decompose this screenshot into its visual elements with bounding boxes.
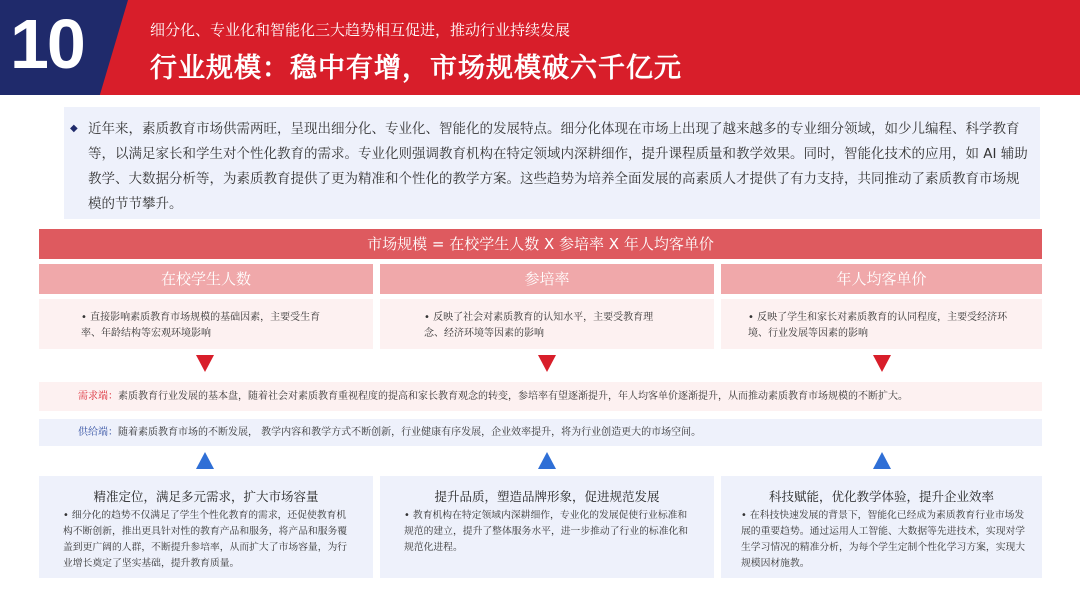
arrow-down-icon [538, 355, 556, 372]
arrow-up-icon [538, 452, 556, 469]
supply-row [39, 419, 1042, 446]
column-body-students: • 直接影响素质教育市场规模的基础因素，主要受生育率、年龄结构等宏观环境影响 [39, 299, 373, 349]
column-head-participation: 参培率 [380, 264, 714, 294]
bottom-card-intelligence: 科技赋能，优化教学体验，提升企业效率 • 在科技快速发展的背景下，智能化已经成为素质教育行业市场发展的重要趋势。通过运用人工智能、大数据等先进技术，实现对学生学习情况的精准分析，为每个学生定制个性化学习方案，实现大规模因材施教。 [721, 476, 1042, 578]
bottom-card-title: 精准定位，满足多元需求，扩大市场容量 [93, 489, 319, 504]
arrow-down-icon [873, 355, 891, 372]
column-head-students: 在校学生人数 [39, 264, 373, 294]
page-title: 行业规模：稳中有增，市场规模破六千亿元 [150, 53, 682, 84]
bottom-card-text: 教育机构在特定领域内深耕细作，专业化的发展促使行业标准和规范的建立，提升了整体服务水平，进一步推动了行业的标准化和规范化进程。 [404, 510, 689, 553]
bottom-card-text: 细分化的趋势不仅满足了学生个性化教育的需求，还促使教育机构不断创新，推出更具针对性的教育产品和服务，将产品和服务覆盖到更广阔的人群，不断提升参培率，从而扩大了市场容量，为行业增长奠定了坚实基础，提升教育质量。 [63, 510, 348, 569]
arrow-up-icon [873, 452, 891, 469]
column-head-price: 年人均客单价 [721, 264, 1042, 294]
column-text: 反映了学生和家长对素质教育的认同程度，主要受经济环境、行业发展等因素的影响 [748, 312, 1008, 339]
bottom-card-specialization: 提升品质，塑造品牌形象，促进规范发展 • 教育机构在特定领域内深耕细作，专业化的发展促使行业标准和规范的建立，提升了整体服务水平，进一步推动了行业的标准化和规范化进程。 [380, 476, 714, 578]
page-subtitle: 细分化、专业化和智能化三大趋势相互促进，推动行业持续发展 [150, 21, 571, 39]
bottom-card-title: 科技赋能，优化教学体验，提升企业效率 [768, 489, 994, 504]
demand-label: 需求端： [78, 391, 118, 402]
demand-text: 素质教育行业发展的基本盘，随着社会对素质教育重视程度的提高和家长教育观念的转变，参培率有望逐渐提升，年人均客单价逐渐提升，从而推动素质教育市场规模的不断扩大。 [118, 391, 908, 402]
header-banner [0, 0, 1080, 95]
bottom-card-text: 在科技快速发展的背景下，智能化已经成为素质教育行业市场发展的重要趋势。通过运用人工智能、大数据等先进技术，实现对学生学习情况的精准分析，为每个学生定制个性化学习方案，实现大规模因材施教。 [741, 510, 1026, 569]
section-number: 10 [10, 5, 84, 83]
arrow-down-icon [196, 355, 214, 372]
supply-text: 随着素质教育市场的不断发展， 教学内容和教学方式不断创新，行业健康有序发展，企业效率提升，将为行业创造更大的市场空间。 [118, 427, 702, 438]
column-body-participation: • 反映了社会对素质教育的认知水平，主要受教育理念、经济环境等因素的影响 [380, 299, 714, 349]
column-text: 反映了社会对素质教育的认知水平，主要受教育理念、经济环境等因素的影响 [424, 312, 654, 339]
column-text: 直接影响素质教育市场规模的基础因素，主要受生育率、年龄结构等宏观环境影响 [81, 312, 321, 339]
intro-box [64, 107, 1040, 219]
arrow-up-icon [196, 452, 214, 469]
diamond-bullet-icon: ◆ [70, 123, 78, 134]
bottom-card-refinement: 精准定位，满足多元需求，扩大市场容量 • 细分化的趋势不仅满足了学生个性化教育的需求，还促使教育机构不断创新，推出更具针对性的教育产品和服务，将产品和服务覆盖到更广阔的人群，不断提升参培率，从而扩大了市场容量，为行业增长奠定了坚实基础，提升教育质量。 [39, 476, 373, 578]
demand-row [39, 382, 1042, 411]
supply-label: 供给端： [78, 427, 118, 438]
intro-text: 近年来，素质教育市场供需两旺，呈现出细分化、专业化、智能化的发展特点。细分化体现在市场上出现了越来越多的专业细分领域，如少儿编程、科学教育等，以满足家长和学生对个性化教育的需求。专业化则强调教育机构在特定领域内深耕细作，提升课程质量和教学效果。同时，智能化技术的应用，如 AI 辅助教学、大数据分析等，为素质教育提供了更为精准和个性化的教学方案。这些趋势为培养全面发展的高素质人才提供了有力支持，共同推动了素质教育市场规模的节节攀升。 [88, 121, 1028, 212]
column-body-price: • 反映了学生和家长对素质教育的认同程度，主要受经济环境、行业发展等因素的影响 [721, 299, 1042, 349]
formula-bar: 市场规模 = 在校学生人数 X 参培率 X 年人均客单价 [39, 229, 1042, 259]
bottom-card-title: 提升品质，塑造品牌形象，促进规范发展 [434, 489, 660, 504]
